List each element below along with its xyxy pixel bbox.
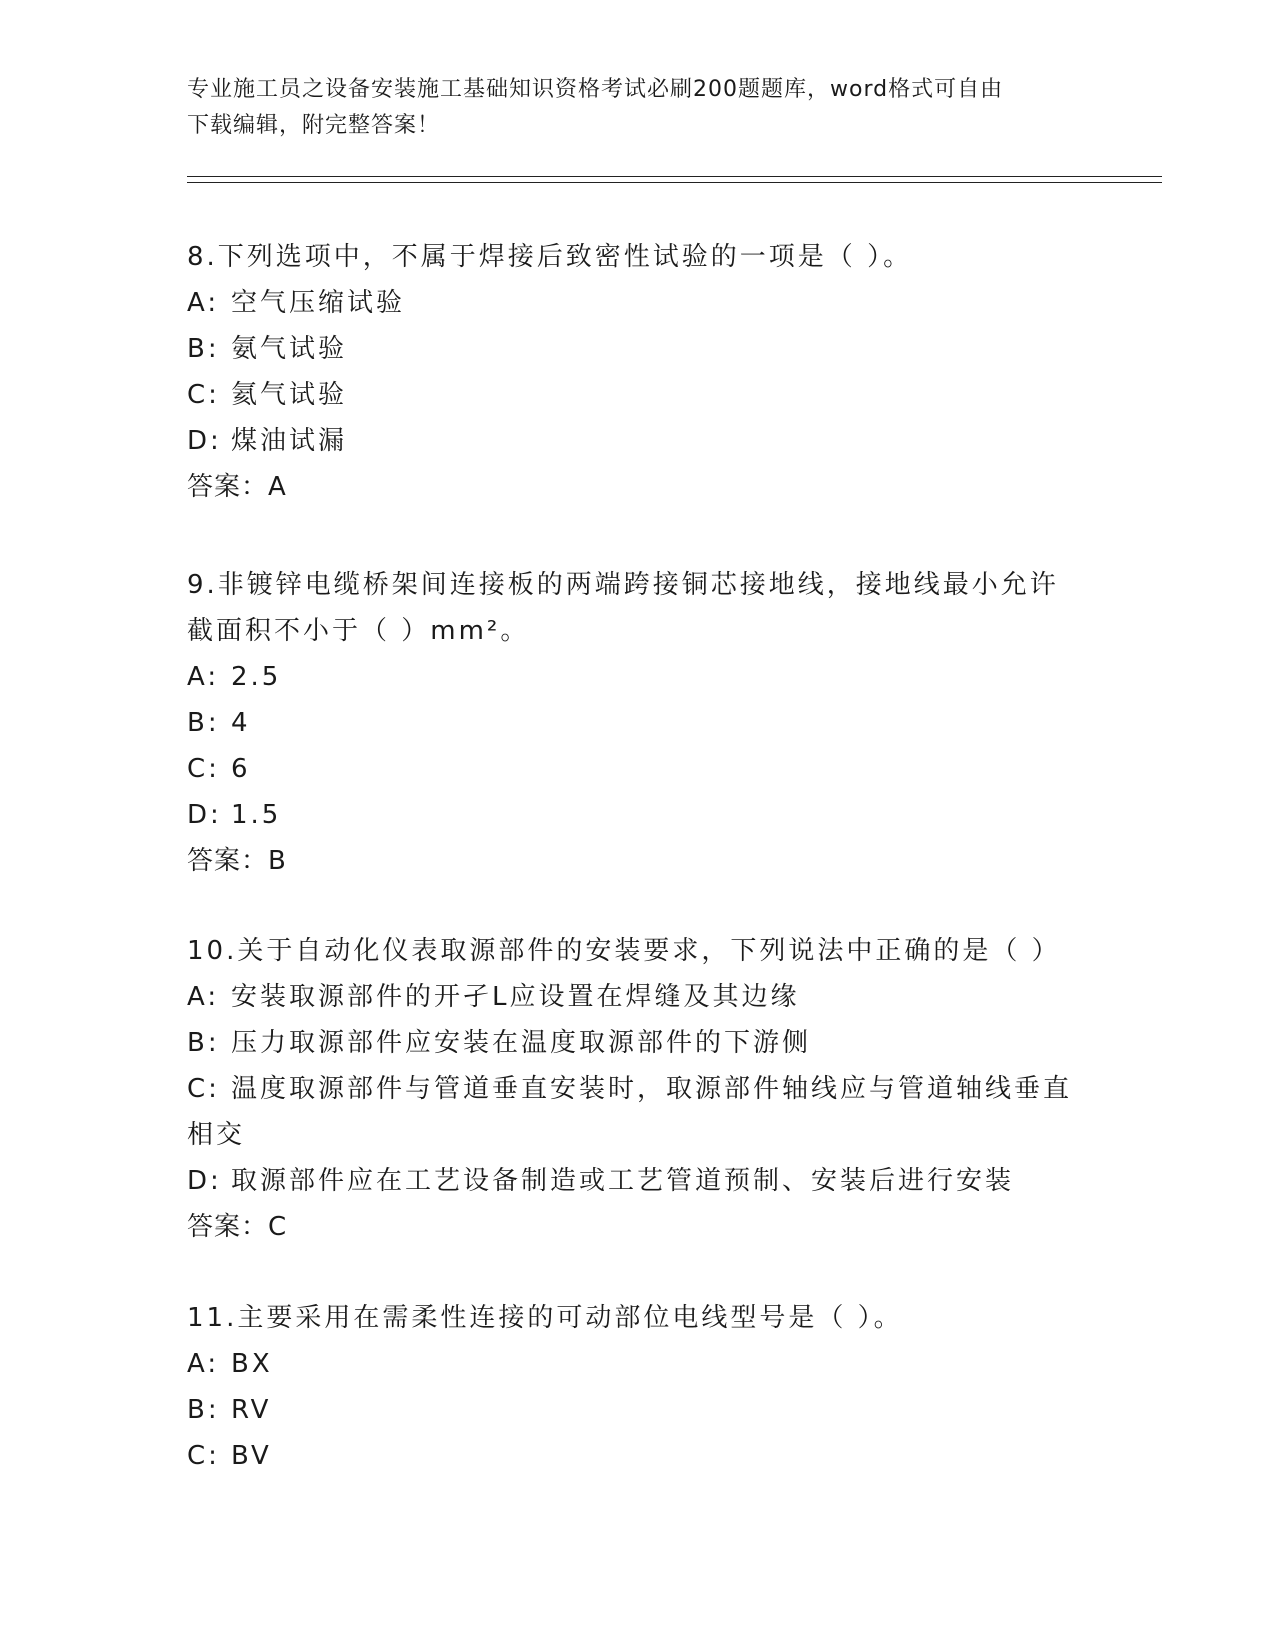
option-key: A: [187, 1349, 220, 1379]
option-d [187, 792, 1087, 838]
option-key: A: [187, 288, 220, 318]
option-text: 取源部件应在工艺设备制造或工艺管道预制、安装后进行安装 [231, 1166, 1015, 1196]
option-key: A: [187, 982, 220, 1012]
option-a [187, 654, 1087, 700]
option-c-continued: 相交 [187, 1120, 246, 1150]
option-text: 2.5 [231, 662, 282, 692]
question-stem: 11.主要采用在需柔性连接的可动部位电线型号是（ ）。 [187, 1303, 903, 1333]
option-c [187, 746, 1087, 792]
option-a [187, 974, 1087, 1020]
option-c [187, 1066, 1087, 1112]
question-stem: 8.下列选项中，不属于焊接后致密性试验的一项是（ ）。 [187, 242, 913, 272]
header-line-2: 下载编辑，附完整答案！ [187, 113, 441, 138]
question-10 [187, 928, 1087, 1250]
option-key: C: [187, 754, 220, 784]
option-text: 温度取源部件与管道垂直安装时，取源部件轴线应与管道轴线垂直 [231, 1074, 1073, 1104]
option-key: D: [187, 1166, 222, 1196]
header-divider-bottom [187, 182, 1162, 183]
option-b [187, 1020, 1087, 1066]
question-stem-continued: 截面积不小于（ ）mm²。 [187, 616, 530, 646]
question-9 [187, 562, 1087, 884]
option-text: 安装取源部件的开孑L应设置在焊缝及其边缘 [231, 982, 800, 1012]
option-text: 氦气试验 [231, 380, 348, 410]
option-key: B: [187, 1028, 220, 1058]
option-text: RV [231, 1395, 272, 1425]
option-b [187, 1387, 1087, 1433]
option-key: C: [187, 380, 220, 410]
option-c [187, 1433, 1087, 1479]
answer-line: 答案：A [187, 472, 287, 502]
option-key: B: [187, 1395, 220, 1425]
option-key: B: [187, 334, 220, 364]
option-d [187, 1158, 1087, 1204]
option-key: D: [187, 426, 222, 456]
answer-line: 答案：C [187, 1212, 288, 1242]
option-a [187, 280, 1087, 326]
option-text: BX [231, 1349, 273, 1379]
option-b [187, 326, 1087, 372]
header-line-1: 专业施工员之设备安装施工基础知识资格考试必刷200题题库，word格式可自由 [187, 77, 1004, 102]
option-key: A: [187, 662, 220, 692]
option-text: 6 [231, 754, 251, 784]
option-text: 1.5 [231, 800, 282, 830]
answer-line: 答案：B [187, 846, 287, 876]
option-key: C: [187, 1074, 220, 1104]
question-8 [187, 234, 1087, 510]
option-d [187, 418, 1087, 464]
option-key: C: [187, 1441, 220, 1471]
question-11 [187, 1295, 1087, 1479]
option-key: B: [187, 708, 220, 738]
option-text: 压力取源部件应安装在温度取源部件的下游侧 [231, 1028, 812, 1058]
header-divider-top [187, 176, 1162, 177]
option-text: 4 [231, 708, 251, 738]
option-text: 空气压缩试验 [231, 288, 406, 318]
document-header [187, 72, 1087, 144]
option-text: 煤油试漏 [231, 426, 348, 456]
option-c [187, 372, 1087, 418]
option-text: 氨气试验 [231, 334, 348, 364]
question-stem: 9.非镀锌电缆桥架间连接板的两端跨接铜芯接地线，接地线最小允许 [187, 570, 1059, 600]
option-text: BV [231, 1441, 272, 1471]
option-key: D: [187, 800, 222, 830]
option-a [187, 1341, 1087, 1387]
option-b [187, 700, 1087, 746]
question-stem: 10.关于自动化仪表取源部件的安装要求，下列说法中正确的是（ ） [187, 936, 1061, 966]
